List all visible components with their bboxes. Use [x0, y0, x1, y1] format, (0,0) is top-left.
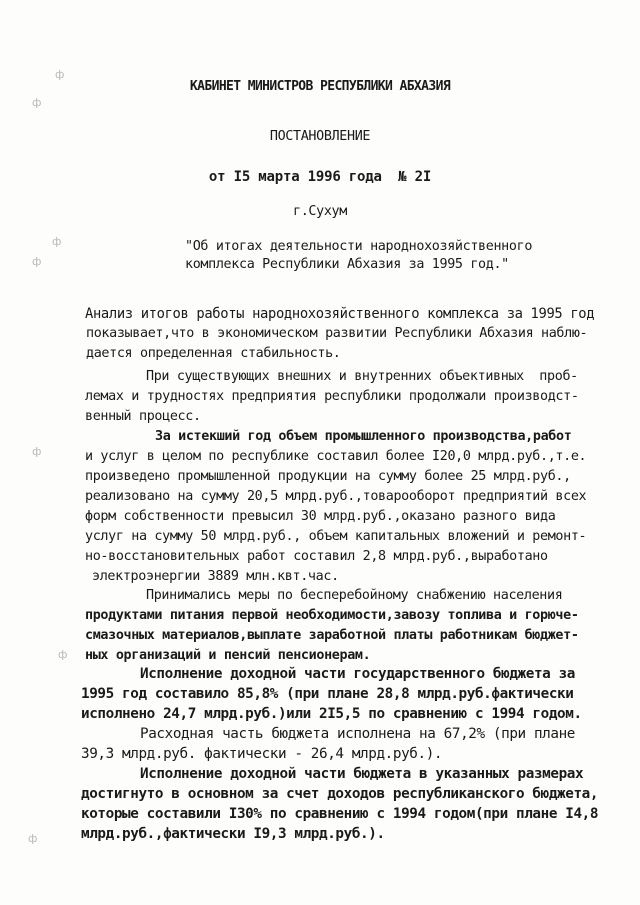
- body-line-11: форм собственности превысил 30 млрд.руб.,оказано разного вида: [85, 509, 556, 524]
- resolution-title-line-1: "Об итогах деятельности народнохозяйственного: [185, 239, 533, 254]
- body-line-2: показывает,что в экономическом развитии Республики Абхазия наблю-: [86, 326, 588, 341]
- binding-hole-mark: ф: [32, 255, 42, 268]
- body-line-18: ных организаций и пенсий пенсионерам.: [85, 648, 371, 663]
- binding-hole-mark: ф: [32, 96, 42, 109]
- body-line-5: лемах и трудностях предприятия республики продолжали производст-: [85, 389, 579, 404]
- body-line-26: которые составили I30% по сравнению с 1994 годом(при плане I4,8: [81, 806, 599, 822]
- binding-hole-mark: ф: [28, 832, 38, 845]
- body-line-27: млрд.руб.,фактически I9,3 млрд.руб.).: [81, 826, 385, 842]
- body-line-25: достигнуто в основном за счет доходов республиканского бюджета,: [81, 786, 599, 802]
- body-line-15: Принимались меры по бесперебойному снабжению населения: [146, 588, 563, 603]
- binding-hole-mark: ф: [55, 68, 65, 81]
- organization-header: КАБИНЕТ МИНИСТРОВ РЕСПУБЛИКИ АБХАЗИЯ: [189, 79, 451, 94]
- body-line-7: За истекший год объем промышленного производства,работ: [155, 429, 572, 444]
- body-line-3: дается определенная стабильность.: [86, 346, 341, 361]
- document-type: ПОСТАНОВЛЕНИЕ: [269, 129, 371, 144]
- body-line-9: произведено промышленной продукции на сумму более 25 млрд.руб.,: [85, 469, 571, 484]
- body-line-6: венный процесс.: [85, 409, 201, 424]
- body-line-14: электроэнергии 3889 млн.квт.час.: [92, 569, 339, 584]
- body-line-17: смазочных материалов,выплате заработной платы работникам бюджет-: [85, 628, 579, 643]
- body-line-24: Исполнение доходной части бюджета в указанных размерах: [140, 766, 584, 782]
- body-line-4: При существующих внешних и внутренних объективных проб-: [146, 369, 578, 384]
- binding-hole-mark: ф: [52, 235, 62, 248]
- binding-hole-mark: ф: [32, 445, 42, 458]
- body-line-12: услуг на сумму 50 млрд.руб., объем капитальных вложений и ремонт-: [85, 529, 587, 544]
- body-line-19: Исполнение доходной части государственного бюджета за: [140, 666, 575, 682]
- city-name: г.Сухум: [293, 204, 347, 219]
- body-line-8: и услуг в целом по республике составил более I20,0 млрд.руб.,т.е.: [85, 449, 587, 464]
- resolution-title-line-2: комплекса Республики Абхазия за 1995 год.": [185, 257, 509, 272]
- body-line-1: Анализ итогов работы народнохозяйственного комплекса за 1995 год: [85, 306, 595, 322]
- body-line-23: 39,3 млрд.руб. фактически - 26,4 млрд.руб.).: [81, 746, 443, 762]
- body-line-20: 1995 год составило 85,8% (при плане 28,8 млрд.руб.фактически: [81, 686, 574, 702]
- date-and-number: от I5 марта 1996 года № 2I: [208, 169, 432, 185]
- binding-hole-mark: ф: [58, 648, 68, 661]
- body-line-10: реализовано на сумму 20,5 млрд.руб.,товарооборот предприятий всех: [85, 489, 587, 504]
- body-line-13: но-восстановительных работ составил 2,8 млрд.руб.,выработано: [85, 549, 548, 564]
- body-line-21: исполнено 24,7 млрд.руб.)или 2I5,5 по сравнению с 1994 годом.: [81, 706, 582, 722]
- body-line-16: продуктами питания первой необходимости,завозу топлива и горюче-: [85, 608, 579, 623]
- body-line-22: Расходная часть бюджета исполнена на 67,2% (при плане: [140, 726, 575, 742]
